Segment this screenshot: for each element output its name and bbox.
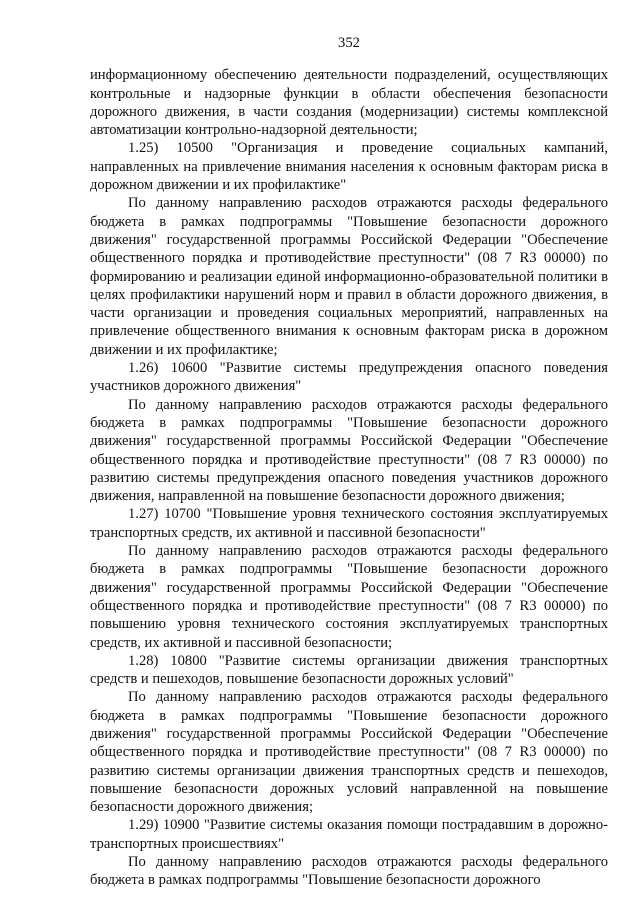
paragraph: 1.26) 10600 "Развитие системы предупреждения опасного поведения участников дорожного движения": [90, 360, 608, 395]
paragraph: По данному направлению расходов отражаются расходы федерального бюджета в рамках подпрограммы "Повышение безопасности дорожного движения" государственной программы Российской Федерации "Обеспечение общественного порядка и противодействие преступности" (08 7 R3 00000) по развитию системы предупреждения опасного поведения участников дорожного движения, направленной на повышение безопасности дорожного движения;: [90, 396, 608, 505]
paragraph: По данному направлению расходов отражаются расходы федерального бюджета в рамках подпрограммы "Повышение безопасности дорожного: [90, 854, 608, 889]
paragraph: информационному обеспечению деятельности подразделений, осуществляющих контрольные и надзорные функции в области обеспечения безопасности дорожного движения, в части создания (модернизации) системы комплексной автоматизации контрольно-надзорной деятельности;: [90, 67, 608, 139]
paragraph: 1.28) 10800 "Развитие системы организации движения транспортных средств и пешеходов, повышение безопасности дорожных условий": [90, 652, 608, 688]
paragraph: По данному направлению расходов отражаются расходы федерального бюджета в рамках подпрограммы "Повышение безопасности дорожного движения" государственной программы Российской Федерации "Обеспечение общественного порядка и противодействие преступности" (08 7 R3 00000) по формированию и реализации единой информационно-образовательной политики в целях профилактики нарушений норм и правил в области дорожного движения, в части организации и проведения социальных мероприятий, направленных на привлечение общественного внимания к основным факторам риска в дорожном движении и их профилактике;: [90, 195, 608, 358]
paragraph: По данному направлению расходов отражаются расходы федерального бюджета в рамках подпрограммы "Повышение безопасности дорожного движения" государственной программы Российской Федерации "Обеспечение общественного порядка и противодействие преступности" (08 7 R3 00000) по повышению уровня технического состояния эксплуатируемых транспортных средств, их активной и пассивной безопасности;: [90, 543, 608, 651]
paragraph: По данному направлению расходов отражаются расходы федерального бюджета в рамках подпрограммы "Повышение безопасности дорожного движения" государственной программы Российской Федерации "Обеспечение общественного порядка и противодействие преступности" (08 7 R3 00000) по развитию системы организации движения транспортных средств и пешеходов, повышение безопасности дорожных условий направленной на повышение безопасности дорожного движения;: [90, 689, 608, 816]
document-page: [90, 34, 608, 890]
paragraph: 1.29) 10900 "Развитие системы оказания помощи пострадавшим в дорожно-транспортных происшествиях": [90, 817, 608, 852]
document-body: [90, 66, 608, 889]
paragraph: 1.27) 10700 "Повышение уровня технического состояния эксплуатируемых транспортных средств, их активной и пассивной безопасности": [90, 506, 608, 541]
paragraph: 1.25) 10500 "Организация и проведение социальных кампаний, направленных на привлечение внимания населения к основным факторам риска в дорожном движении и их профилактике": [90, 140, 608, 194]
page-number: 352: [338, 35, 360, 51]
